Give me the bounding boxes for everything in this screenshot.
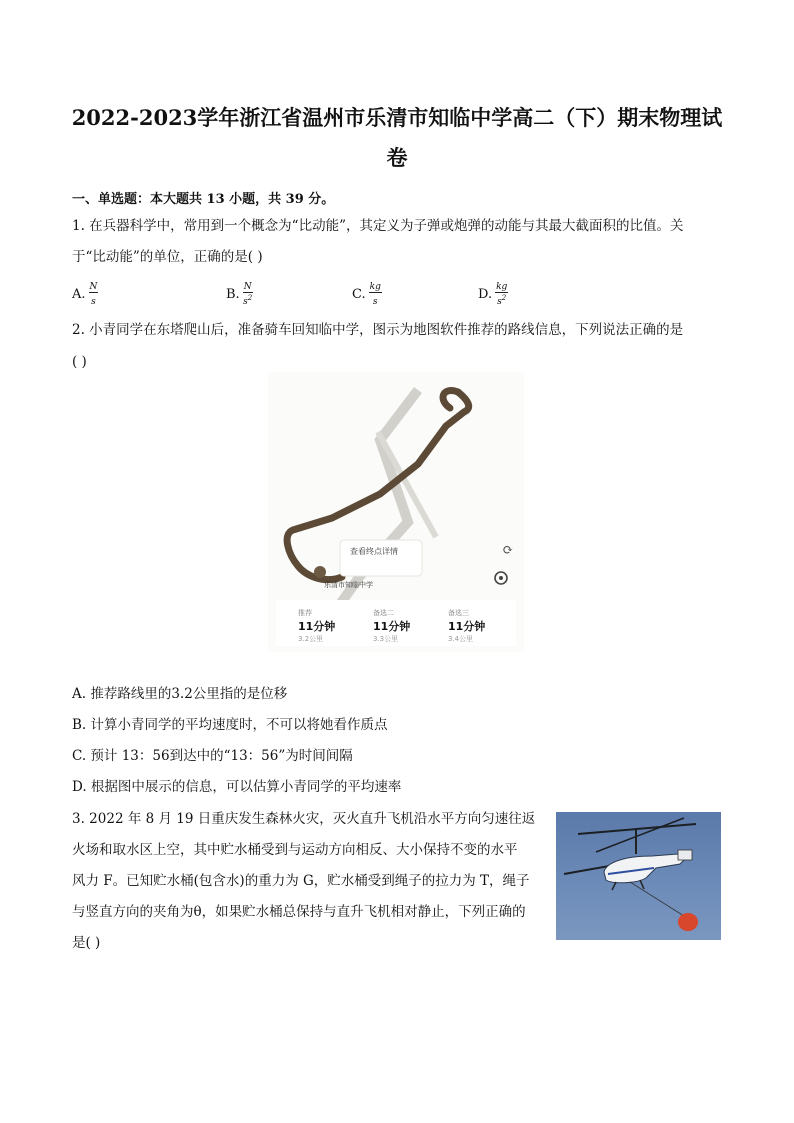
route-option-1[interactable]: 推荐 11分钟 3.2公里	[298, 609, 336, 643]
helicopter-photo	[556, 812, 721, 940]
q1-option-d: D. $\frac{kg}{s^2}$	[478, 282, 508, 307]
water-bucket	[678, 913, 698, 931]
q2-option-d: D. 根据图中展示的信息，可以估算小青同学的平均速率	[72, 779, 402, 795]
q1-text-line-2: 于“比动能”的单位，正确的是( )	[72, 249, 263, 265]
q1-option-c-fraction: $\frac{kg}{s}$	[369, 282, 381, 307]
q2-text-line-2: ( )	[72, 354, 87, 370]
route-map-figure	[268, 372, 524, 652]
helicopter-illustration	[556, 812, 721, 940]
q2-option-b: B. 计算小青同学的平均速度时，不可以将她看作质点	[72, 717, 388, 733]
route-option-2[interactable]: 备选二 11分钟 3.3公里	[373, 609, 411, 643]
q3-text-line-3: 风力 F。已知贮水桶(包含水)的重力为 G，贮水桶受到绳子的拉力为 T，绳子	[72, 873, 530, 889]
page-title-line-2: 卷	[386, 145, 408, 170]
q2-text-line-1: 2. 小青同学在东塔爬山后，准备骑车回知临中学，图示为地图软件推荐的路线信息，下列说法正确的是	[72, 322, 684, 338]
q1-option-c: C. $\frac{kg}{s}$	[352, 282, 381, 307]
q3-text-line-2: 火场和取水区上空，其中贮水桶受到与运动方向相反、大小保持不变的水平	[72, 842, 518, 858]
q3-text-line-5: 是( )	[72, 935, 101, 951]
refresh-icon[interactable]: ⟳	[502, 543, 514, 558]
q1-text-line-1: 1. 在兵器科学中，常用到一个概念为“比动能”，其定义为子弹或炮弹的动能与其最大截面积的比值。关	[72, 218, 684, 234]
map-place-label[interactable]: 查看终点详情	[350, 547, 398, 556]
q2-option-c: C. 预计 13：56到达中的“13：56”为时间间隔	[72, 748, 353, 764]
q1-option-d-fraction: $\frac{kg}{s^2}$	[496, 282, 508, 307]
q1-option-b-fraction: $\frac{N}{s^2}$	[243, 282, 253, 307]
destination-marker	[314, 566, 326, 578]
q3-text	[72, 804, 542, 959]
q1-option-a-fraction: $\frac{N}{s}$	[89, 282, 98, 307]
q3-text-line-1: 3. 2022 年 8 月 19 日重庆发生森林火灾，灭火直升飞机沿水平方向匀速往返	[72, 811, 536, 827]
page-title-line-1: 2022-2023学年浙江省温州市乐清市知临中学高二（下）期末物理试	[71, 105, 723, 130]
map-destination-label: 乐清市知临中学	[324, 581, 373, 589]
q3-text-line-4: 与竖直方向的夹角为θ，如果贮水桶总保持与直升飞机相对静止，下列正确的	[72, 904, 526, 920]
route-option-3[interactable]: 备选三 11分钟 3.4公里	[448, 609, 486, 643]
q1-option-b: B. $\frac{N}{s^2}$	[226, 282, 253, 307]
section-heading: 一、单选题：本大题共 13 小题，共 39 分。	[72, 192, 335, 207]
q1-option-a: A. $\frac{N}{s}$	[72, 282, 98, 307]
q2-option-a: A. 推荐路线里的3.2公里指的是位移	[72, 686, 288, 702]
